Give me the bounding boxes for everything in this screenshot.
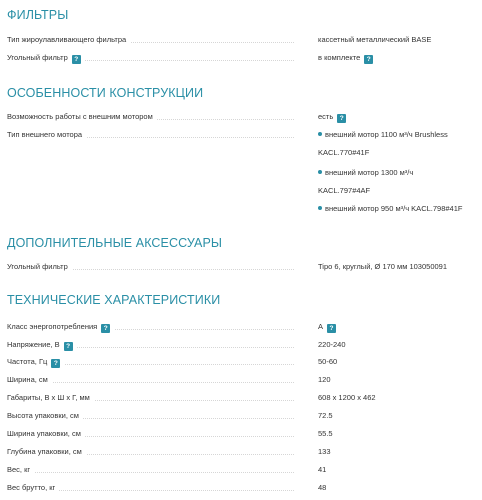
spec-value: есть: [318, 112, 334, 121]
help-icon[interactable]: ?: [364, 55, 373, 64]
spec-row-carbon-filter: [7, 49, 474, 66]
spec-row-external-motor: [7, 108, 474, 125]
spec-row-package-depth: [7, 443, 474, 460]
motor-option-text: внешний мотор 950 м³/ч KACL.798#41F: [325, 204, 463, 213]
help-icon[interactable]: ?: [64, 342, 73, 351]
spec-row-package-width: [7, 425, 474, 442]
spec-label: Высота упаковки, см: [7, 407, 83, 424]
section-title-filters: ФИЛЬТРЫ: [7, 8, 69, 22]
bullet-icon: [318, 170, 322, 174]
spec-value-wrap: [318, 108, 346, 125]
spec-row-accessory-carbon-filter: [7, 258, 474, 275]
spec-value: 133: [318, 447, 331, 456]
spec-value: 55.5: [318, 429, 333, 438]
spec-value-wrap: [318, 49, 373, 66]
motor-option-text: внешний мотор 1300 м³/ч: [325, 168, 414, 177]
motor-option-1-code: KACL.770#41F: [318, 148, 370, 157]
motor-option-text: внешний мотор 1100 м³/ч Brushless: [325, 130, 448, 139]
spec-row-voltage: [7, 336, 474, 353]
spec-label-wrap: [7, 336, 77, 353]
spec-row-frequency: [7, 353, 474, 370]
motor-option-2[interactable]: [318, 167, 413, 179]
motor-option-1[interactable]: [318, 129, 448, 141]
spec-label: Ширина, см: [7, 371, 52, 388]
bullet-icon: [318, 206, 322, 210]
spec-value: Tipo 6, круглый, Ø 170 мм 103050091: [318, 262, 447, 271]
help-icon[interactable]: ?: [72, 55, 81, 64]
help-icon[interactable]: ?: [337, 114, 346, 123]
spec-label: Ширина упаковки, см: [7, 425, 85, 442]
spec-value: 220-240: [318, 340, 346, 349]
help-icon[interactable]: ?: [51, 359, 60, 368]
spec-row-weight: [7, 461, 474, 478]
spec-value-wrap: [318, 318, 336, 335]
dotted-leader: [9, 472, 294, 473]
section-title-specs: ТЕХНИЧЕСКИЕ ХАРАКТЕРИСТИКИ: [7, 293, 221, 307]
spec-label: Тип жироулавливающего фильтра: [7, 31, 130, 48]
help-icon[interactable]: ?: [327, 324, 336, 333]
motor-option-3[interactable]: [318, 203, 462, 215]
spec-label: Напряжение, В: [7, 340, 60, 349]
spec-label: Тип внешнего мотора: [7, 126, 86, 143]
spec-label: Вес брутто, кг: [7, 479, 59, 496]
spec-label: Угольный фильтр: [7, 258, 72, 275]
spec-row-grease-filter: [7, 31, 474, 48]
spec-label: Габариты, В х Ш х Г, мм: [7, 389, 94, 406]
spec-value: 50-60: [318, 357, 338, 366]
spec-label-wrap: [7, 318, 114, 335]
spec-value: кассетный металлический BASE: [318, 35, 432, 44]
spec-value: 48: [318, 483, 327, 492]
section-title-construction: ОСОБЕННОСТИ КОНСТРУКЦИИ: [7, 86, 204, 100]
section-title-accessories: ДОПОЛНИТЕЛЬНЫЕ АКСЕССУАРЫ: [7, 236, 223, 250]
spec-label: Класс энергопотребления: [7, 322, 98, 331]
spec-row-gross-weight: [7, 479, 474, 496]
spec-label: Частота, Гц: [7, 357, 48, 366]
spec-value: 608 х 1200 х 462: [318, 393, 376, 402]
spec-value: A: [318, 322, 324, 331]
help-icon[interactable]: ?: [101, 324, 110, 333]
motor-option-2-code: KACL.797#4AF: [318, 186, 371, 195]
spec-value: 72.5: [318, 411, 333, 420]
spec-label: Вес, кг: [7, 461, 34, 478]
spec-label-wrap: [7, 353, 64, 370]
spec-label: Угольный фильтр: [7, 53, 68, 62]
bullet-icon: [318, 132, 322, 136]
spec-value: в комплекте: [318, 53, 361, 62]
spec-label-wrap: [7, 49, 85, 66]
spec-value: 41: [318, 465, 327, 474]
spec-row-width: [7, 371, 474, 388]
spec-label: Возможность работы с внешним мотором: [7, 108, 157, 125]
spec-row-package-height: [7, 407, 474, 424]
spec-row-energy-class: [7, 318, 474, 335]
spec-row-dimensions: [7, 389, 474, 406]
spec-value: 120: [318, 375, 331, 384]
spec-label: Глубина упаковки, см: [7, 443, 86, 460]
